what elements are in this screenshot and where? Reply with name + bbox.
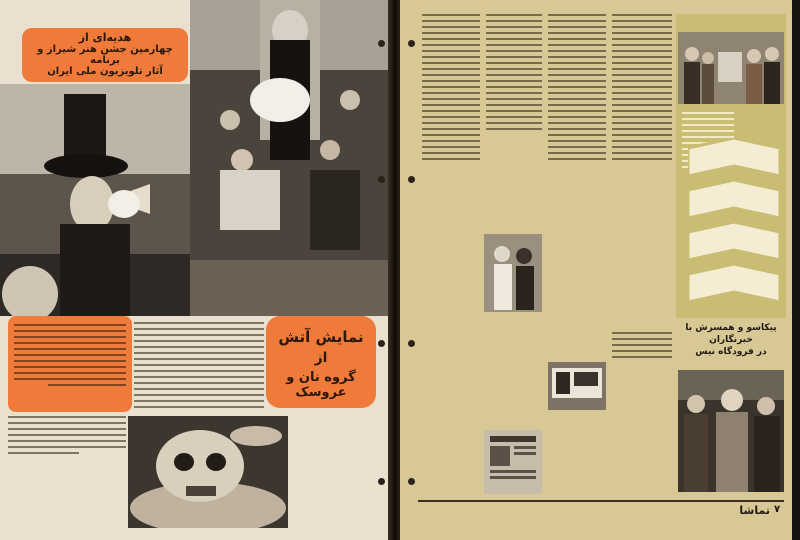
- binding-hole: [378, 176, 385, 183]
- title-line-3: گروه نان و عروسک: [286, 370, 356, 400]
- portrait-illustration: [484, 234, 542, 312]
- caption-text: [612, 332, 672, 362]
- crowd-procession-photo: [190, 0, 390, 316]
- small-portrait-photo: [484, 234, 542, 312]
- headline-line-2: چهارمین جشن هنر شیراز و برنامه: [37, 44, 173, 66]
- clipping-illustration: [484, 430, 542, 494]
- newspaper-clipping-photo: [484, 430, 542, 494]
- binding-hole: [408, 478, 415, 485]
- group-photo: [678, 32, 784, 104]
- headline-box: [22, 28, 188, 82]
- text-column-4: [612, 14, 672, 164]
- picasso-photo: [678, 370, 784, 492]
- puppet-head-illustration: [128, 416, 288, 528]
- article-intro-panel: [8, 316, 132, 412]
- right-page: [400, 0, 792, 540]
- title-line-2: از: [314, 350, 328, 366]
- chevron-decoration: [688, 138, 780, 308]
- footer-magazine-name: تماشا: [739, 504, 770, 517]
- puppet-head-photo: [128, 416, 288, 528]
- article-intro-lines: [14, 324, 126, 390]
- article-body-column: [134, 322, 264, 412]
- binding-hole: [378, 40, 385, 47]
- binding-hole: [408, 340, 415, 347]
- chevron-arrow-icon: [688, 138, 780, 176]
- chevron-arrow-icon: [688, 222, 780, 260]
- binding-hole: [408, 176, 415, 183]
- headline-line-3: آثار تلویزیون ملی ایران: [47, 66, 163, 77]
- text-column-1: [422, 14, 480, 164]
- trumpet-performer-illustration: [0, 84, 190, 316]
- article-footer-column: [8, 416, 126, 458]
- picasso-illustration: [678, 370, 784, 492]
- storefront-photo: [548, 362, 606, 410]
- caption-line-1: پیکاسو و همسرش با خبرنگاران: [685, 323, 777, 345]
- chevron-arrow-icon: [688, 264, 780, 302]
- trumpet-performer-photo: [0, 84, 190, 316]
- group-illustration: [678, 32, 784, 104]
- title-box: [266, 316, 376, 408]
- caption-line-2: در فرودگاه نیس: [695, 347, 767, 357]
- storefront-illustration: [548, 362, 606, 410]
- title-line-1: نمایش آتش: [278, 328, 364, 346]
- chevron-arrow-icon: [688, 180, 780, 218]
- headline-line-1: هدیه‌ای از: [78, 31, 132, 44]
- left-page: [0, 0, 392, 540]
- binding-hole: [378, 340, 385, 347]
- photo-caption: [678, 322, 784, 358]
- crowd-illustration: [190, 0, 390, 316]
- binding-hole: [378, 478, 385, 485]
- text-column-3: [548, 14, 606, 164]
- footer-rule: [418, 500, 784, 502]
- text-column-2: [486, 14, 542, 134]
- binding-hole: [408, 40, 415, 47]
- footer-page-number: ۷: [773, 504, 781, 515]
